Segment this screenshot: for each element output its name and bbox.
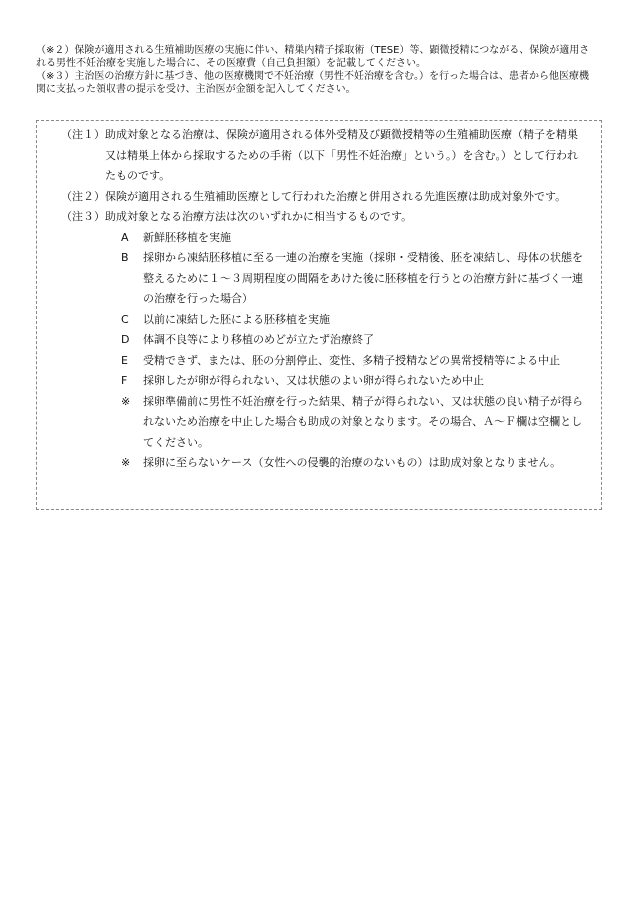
method-label: ※ bbox=[121, 394, 131, 408]
method-text: 以前に凍結した胚による胚移植を実施 bbox=[143, 312, 330, 326]
method-label: D bbox=[121, 333, 130, 346]
note-text: 助成対象となる治療は、保険が適用される体外受精及び顕微授精等の生殖補助医療（精子を精巣又は精巣上体から採取するための手術（以下「男性不妊治療」という。）を含む。）として行われたものです。 bbox=[105, 128, 578, 182]
method-label: A bbox=[121, 230, 129, 244]
method-text: 採卵したが卵が得られない、又は状態のよい卵が得られないため中止 bbox=[143, 374, 484, 387]
method-text: 採卵に至らないケース（女性への侵襲的治療のないもの）は助成対象となりません。 bbox=[143, 456, 562, 469]
method-d bbox=[61, 330, 586, 351]
top-notes bbox=[36, 44, 596, 96]
note-text: 保険が適用される生殖補助医療として行われた治療と併用される先進医療は助成対象外です。 bbox=[105, 189, 567, 203]
notes-list bbox=[61, 125, 586, 474]
method-label: C bbox=[121, 312, 129, 326]
method-label: B bbox=[121, 251, 129, 264]
method-label: ※ bbox=[121, 456, 131, 469]
note-1 bbox=[61, 125, 586, 187]
method-text: 採卵から凍結胚移植に至る一連の治療を実施（採卵・受精後、胚を凍結し、母体の状態を整えるために１～３周期程度の間隔をあけた後に胚移植を行うとの治療方針に基づく一連の治療を行った場合） bbox=[143, 251, 583, 305]
method-b bbox=[61, 248, 586, 310]
note-label: （注３） bbox=[61, 210, 105, 223]
method-a bbox=[61, 228, 586, 249]
method-label: F bbox=[121, 374, 128, 387]
note-3 bbox=[61, 207, 586, 228]
note-asterisk-2: （※２）保険が適用される生殖補助医療の実施に伴い、精巣内精子採取術（TESE）等、顕微授精につながる、保険が適用される男性不妊治療を実施した場合に、その医療費（自己負担額）を記載してください。 bbox=[36, 45, 590, 69]
method-text: 受精できず、または、胚の分割停止、変性、多精子授精などの異常授精等による中止 bbox=[143, 353, 561, 367]
note-label: （注１） bbox=[61, 128, 105, 141]
method-text: 体調不良等により移植のめどが立たず治療終了 bbox=[143, 333, 374, 346]
method-e bbox=[61, 351, 586, 372]
method-text: 新鮮胚移植を実施 bbox=[143, 230, 231, 244]
method-text: 採卵準備前に男性不妊治療を行った結果、精子が得られない、又は状態の良い精子が得られないため治療を中止した場合も助成の対象となります。その場合、Ａ～Ｆ欄は空欄としてください。 bbox=[143, 394, 583, 449]
notes-box bbox=[36, 120, 602, 510]
method-c bbox=[61, 310, 586, 331]
note-text: 助成対象となる治療方法は次のいずれかに相当するものです。 bbox=[105, 210, 413, 223]
method-label: E bbox=[121, 353, 128, 367]
note-2 bbox=[61, 187, 586, 208]
note-label: （注２） bbox=[61, 189, 105, 203]
note-asterisk-3: （※３）主治医の治療方針に基づき、他の医療機関で不妊治療（男性不妊治療を含む。）を行った場合は、患者から他医療機関に支払った領収書の提示を受け、主治医が金額を記入してください。 bbox=[36, 71, 589, 95]
method-f bbox=[61, 371, 586, 392]
method-note-2 bbox=[61, 453, 586, 474]
method-note-1 bbox=[61, 392, 586, 454]
